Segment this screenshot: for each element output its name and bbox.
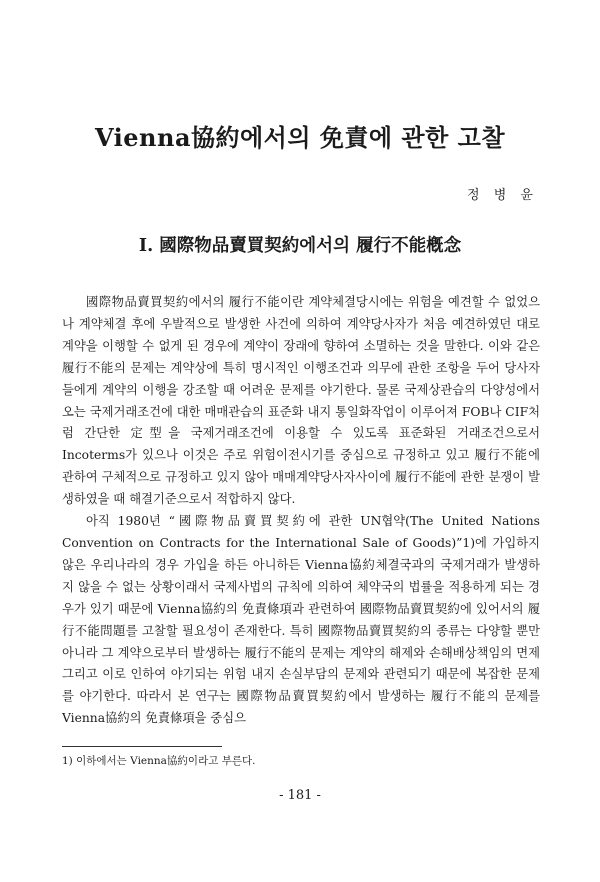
section-heading: Ⅰ. 國際物品賣買契約에서의 履行不能槪念 — [138, 236, 462, 256]
paragraph-1: 國際物品賣買契約에서의 履行不能이란 계약체결당시에는 위험을 예견할 수 없었으나 계약체결 후에 우발적으로 발생한 사건에 의하여 계약당사자가 처음 예견하였던 대로 계약을 이행할 수 없게 된 경우에 계약이 장래에 향하여 소멸하는 것을 말한다. 이와 같은 履行不能의 문제는 계약상에 특히 명시적인 이행조건과 의무에 관한 조항을 두어 당사자들에게 계약의 이행을 강조할 때 어려운 문제를 야기한다. 물론 국제상관습의 다양성에서 오는 국제거래조건에 대한 매매관습의 표준화 내지 통일화작업이 이루어져 FOB나 CIF처럼 간단한 定型을 국제거래조건에 이용할 수 있도록 표준화된 거래조건으로서 Incoterms가 있으나 이것은 주로 위험이전시기를 중심으로 규정하고 있고 履行不能에 관하여 구체적으로 규정하고 있지 않아 매매계약당사자사이에 履行不能에 관한 분쟁이 발생하였을 때 해결기준으로서 적합하지 않다. — [62, 295, 540, 507]
footnote: 1) 이하에서는 Vienna協約이라고 부른다. — [62, 755, 256, 767]
footnote-divider — [62, 746, 222, 747]
paper-title: Vienna協約에서의 免責에 관한 고찰 — [94, 123, 506, 152]
body-text — [62, 292, 540, 730]
author-name: 정 병 윤 — [467, 188, 538, 203]
paragraph-2: 아직 1980년 “國際物品賣買契約에 관한 UN협약(The United Nations Convention on Contracts for the International Sale of Goods)”1)에 가입하지 않은 우리나라의 경우 가입을 하든 아니하든 Vienna協約체결국과의 국제거래가 발생하지 않을 수 없는 상황이래서 국제사법의 규칙에 의하여 체약국의 법률을 적용하게 되는 경우가 있기 때문에 Vienna協約의 免責條項과 관련하여 國際物品賣買契約에 있어서의 履行不能問題를 고찰할 필요성이 존재한다. 특히 國際物品賣買契約의 종류는 다양할 뿐만 아니라 그 계약으로부터 발생하는 履行不能의 문제는 계약의 해제와 손해배상책임의 면제 그리고 이로 인하여 야기되는 위험 내지 손실부담의 문제와 관련되기 때문에 복잡한 문제를 야기한다. 따라서 본 연구는 國際物品賣買契約에서 발생하는 履行不能의 문제를 Vienna協約의 免責條項을 중심으 — [62, 514, 540, 726]
page-number: - 181 - — [279, 788, 321, 803]
